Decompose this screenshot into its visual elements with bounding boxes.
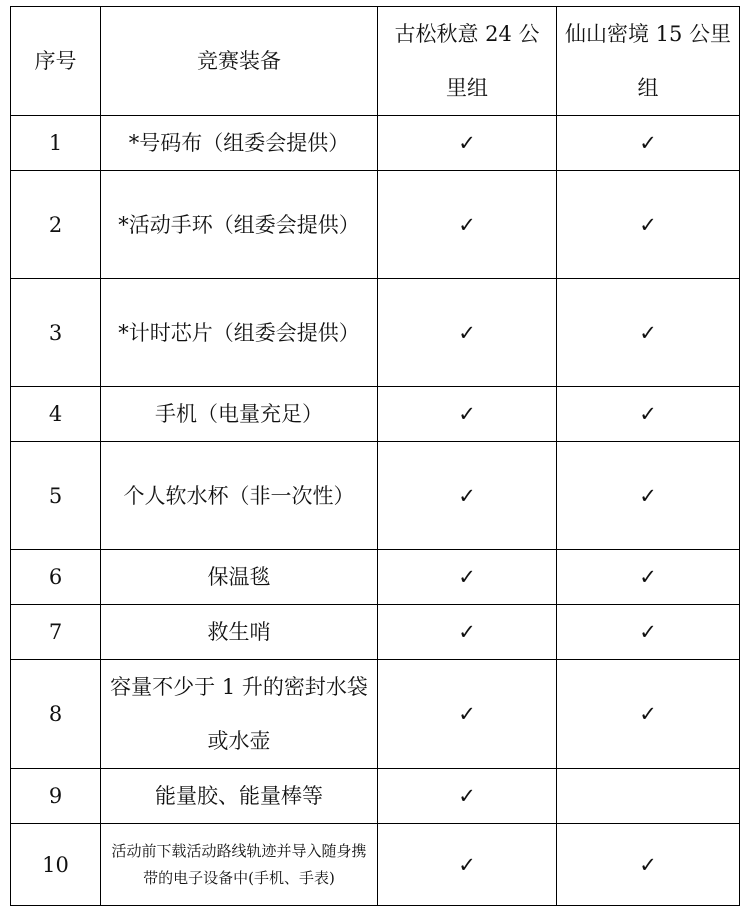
check-icon: ✓ [378, 550, 557, 605]
row-item: 个人软水杯（非一次性） [101, 442, 378, 550]
table-row [11, 116, 740, 171]
check-icon: ✓ [557, 550, 740, 605]
check-icon: ✓ [557, 279, 740, 387]
check-icon: ✓ [557, 171, 740, 279]
table-row [11, 660, 740, 769]
row-no: 1 [11, 116, 101, 171]
check-icon: ✓ [378, 769, 557, 824]
row-no: 7 [11, 605, 101, 660]
table-row [11, 279, 740, 387]
row-item: 活动前下载活动路线轨迹并导入随身携带的电子设备中(手机、手表) [101, 824, 378, 906]
row-no: 10 [11, 824, 101, 906]
check-icon: ✓ [378, 116, 557, 171]
check-icon: ✓ [378, 824, 557, 906]
row-item: 手机（电量充足） [101, 387, 378, 442]
row-item: 保温毯 [101, 550, 378, 605]
equipment-table [10, 6, 740, 906]
row-no: 3 [11, 279, 101, 387]
table-row [11, 387, 740, 442]
check-icon: ✓ [557, 387, 740, 442]
row-item: 容量不少于 1 升的密封水袋或水壶 [101, 660, 378, 769]
check-icon: ✓ [378, 279, 557, 387]
row-item: *号码布（组委会提供） [101, 116, 378, 171]
row-item: *活动手环（组委会提供） [101, 171, 378, 279]
table-row [11, 442, 740, 550]
header-no: 序号 [11, 7, 101, 116]
row-item: 救生哨 [101, 605, 378, 660]
check-icon: ✓ [378, 605, 557, 660]
check-icon: ✓ [557, 442, 740, 550]
check-icon: ✓ [557, 605, 740, 660]
row-no: 4 [11, 387, 101, 442]
table-row [11, 550, 740, 605]
row-no: 6 [11, 550, 101, 605]
check-icon: ✓ [557, 824, 740, 906]
row-item: 能量胶、能量棒等 [101, 769, 378, 824]
row-no: 9 [11, 769, 101, 824]
table-row [11, 824, 740, 906]
header-item: 竞赛装备 [101, 7, 378, 116]
header-row [11, 7, 740, 116]
row-no: 5 [11, 442, 101, 550]
row-no: 2 [11, 171, 101, 279]
header-group-a: 古松秋意 24 公里组 [378, 7, 557, 116]
empty-cell [557, 769, 740, 824]
row-no: 8 [11, 660, 101, 769]
check-icon: ✓ [557, 116, 740, 171]
header-group-b: 仙山密境 15 公里组 [557, 7, 740, 116]
check-icon: ✓ [557, 660, 740, 769]
check-icon: ✓ [378, 387, 557, 442]
check-icon: ✓ [378, 171, 557, 279]
table-row [11, 605, 740, 660]
check-icon: ✓ [378, 660, 557, 769]
table-row [11, 769, 740, 824]
table-row [11, 171, 740, 279]
row-item: *计时芯片（组委会提供） [101, 279, 378, 387]
check-icon: ✓ [378, 442, 557, 550]
